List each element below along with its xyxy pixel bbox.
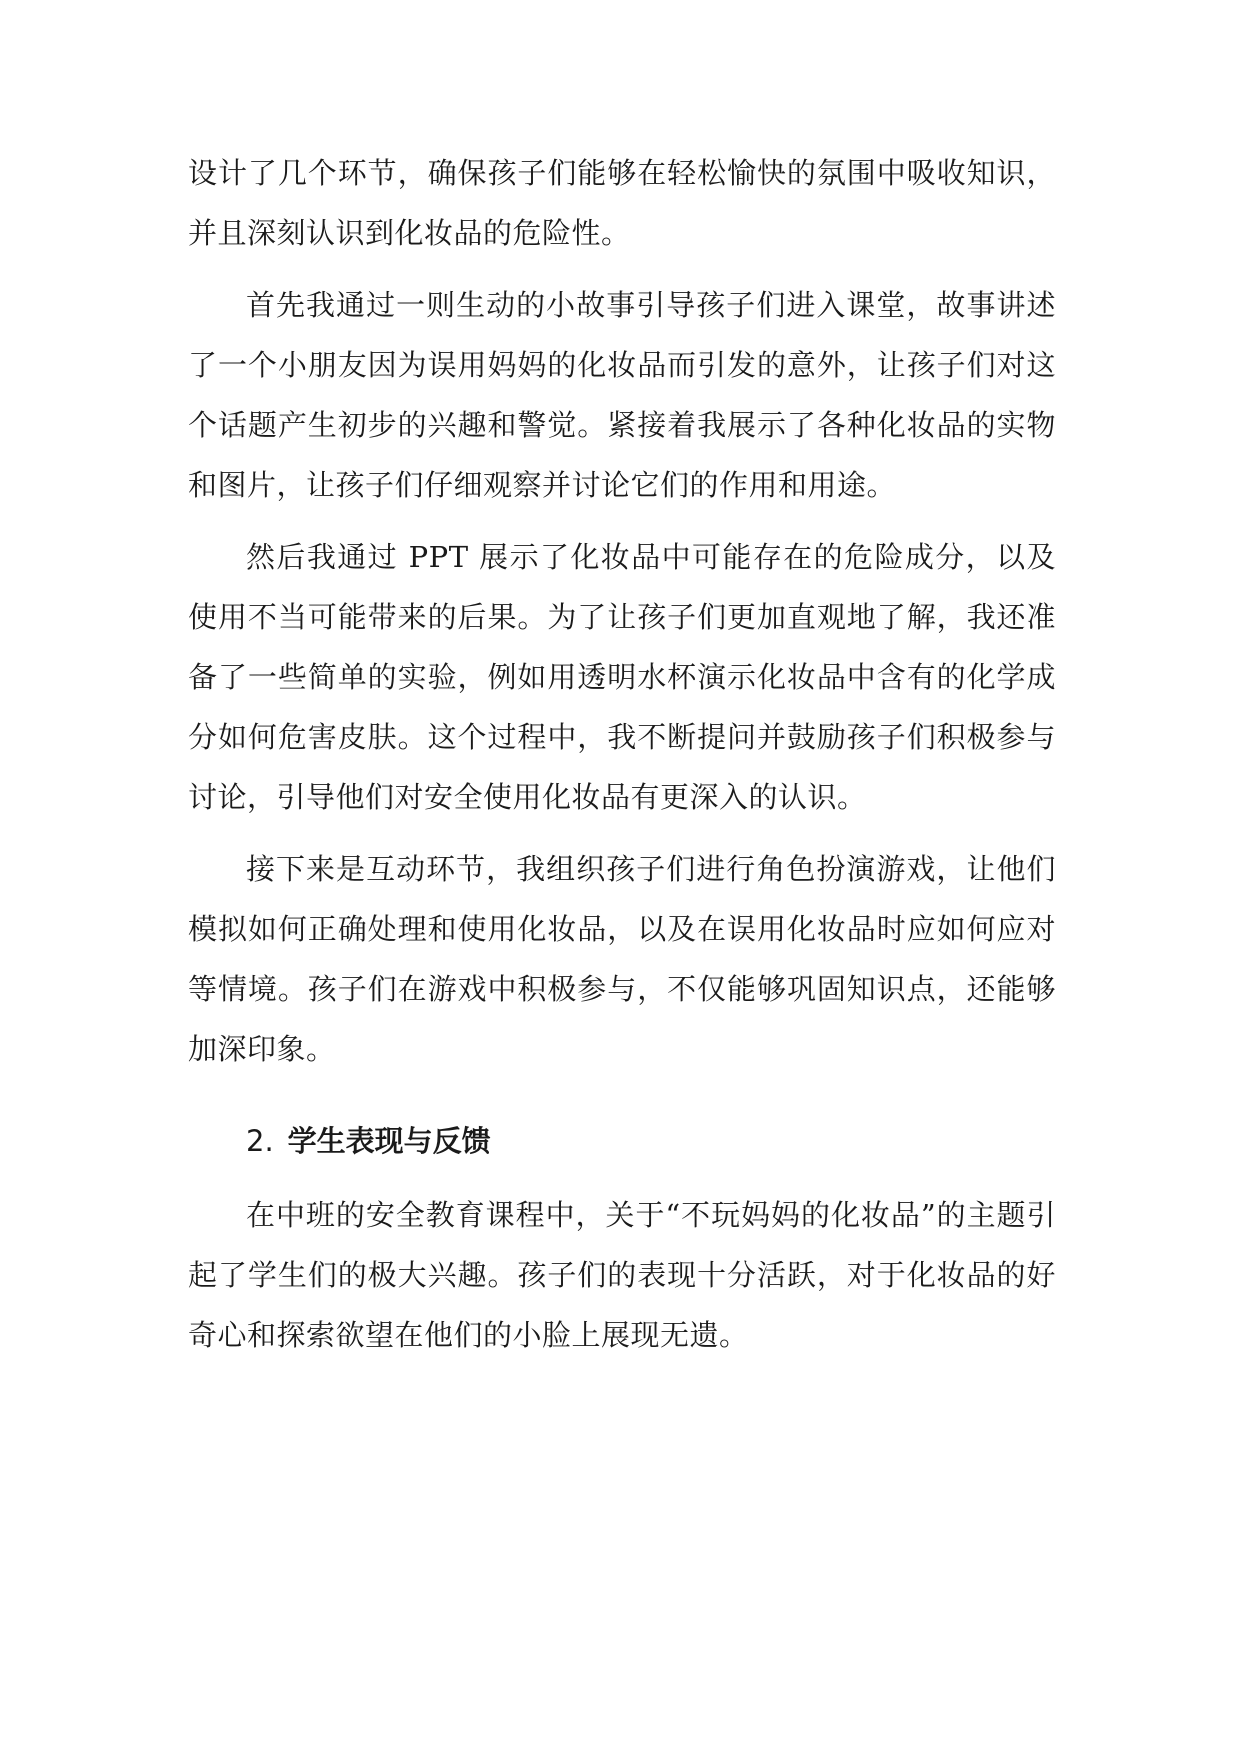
- paragraph-4: 接下来是互动环节，我组织孩子们进行角色扮演游戏，让他们模拟如何正确处理和使用化妆品，以及在误用化妆品时应如何应对等情境。孩子们在游戏中积极参与，不仅能够巩固知识点，还能够加深印象。: [188, 852, 1056, 1066]
- paragraph-2: 首先我通过一则生动的小故事引导孩子们进入课堂，故事讲述了一个小朋友因为误用妈妈的化妆品而引发的意外，让孩子们对这个话题产生初步的兴趣和警觉。紧接着我展示了各种化妆品的实物和图片，让孩子们仔细观察并讨论它们的作用和用途。: [188, 288, 1056, 502]
- paragraph-3: 然后我通过 PPT 展示了化妆品中可能存在的危险成分，以及使用不当可能带来的后果。为了让孩子们更加直观地了解，我还准备了一些简单的实验，例如用透明水杯演示化妆品中含有的化学成分如何危害皮肤。这个过程中，我不断提问并鼓励孩子们积极参与讨论，引导他们对安全使用化妆品有更深入的认识。: [188, 540, 1056, 814]
- section-heading-number: 2.: [246, 1124, 274, 1158]
- section-heading-title: 学生表现与反馈: [287, 1124, 491, 1158]
- paragraph-5: 在中班的安全教育课程中，关于“不玩妈妈的化妆品”的主题引起了学生们的极大兴趣。孩子们的表现十分活跃，对于化妆品的好奇心和探索欲望在他们的小脸上展现无遗。: [188, 1198, 1056, 1352]
- paragraph-1: 设计了几个环节，确保孩子们能够在轻松愉快的氛围中吸收知识，并且深刻认识到化妆品的危险性。: [188, 156, 1056, 250]
- section-heading: [246, 1111, 1056, 1171]
- document-body: [188, 143, 1056, 1377]
